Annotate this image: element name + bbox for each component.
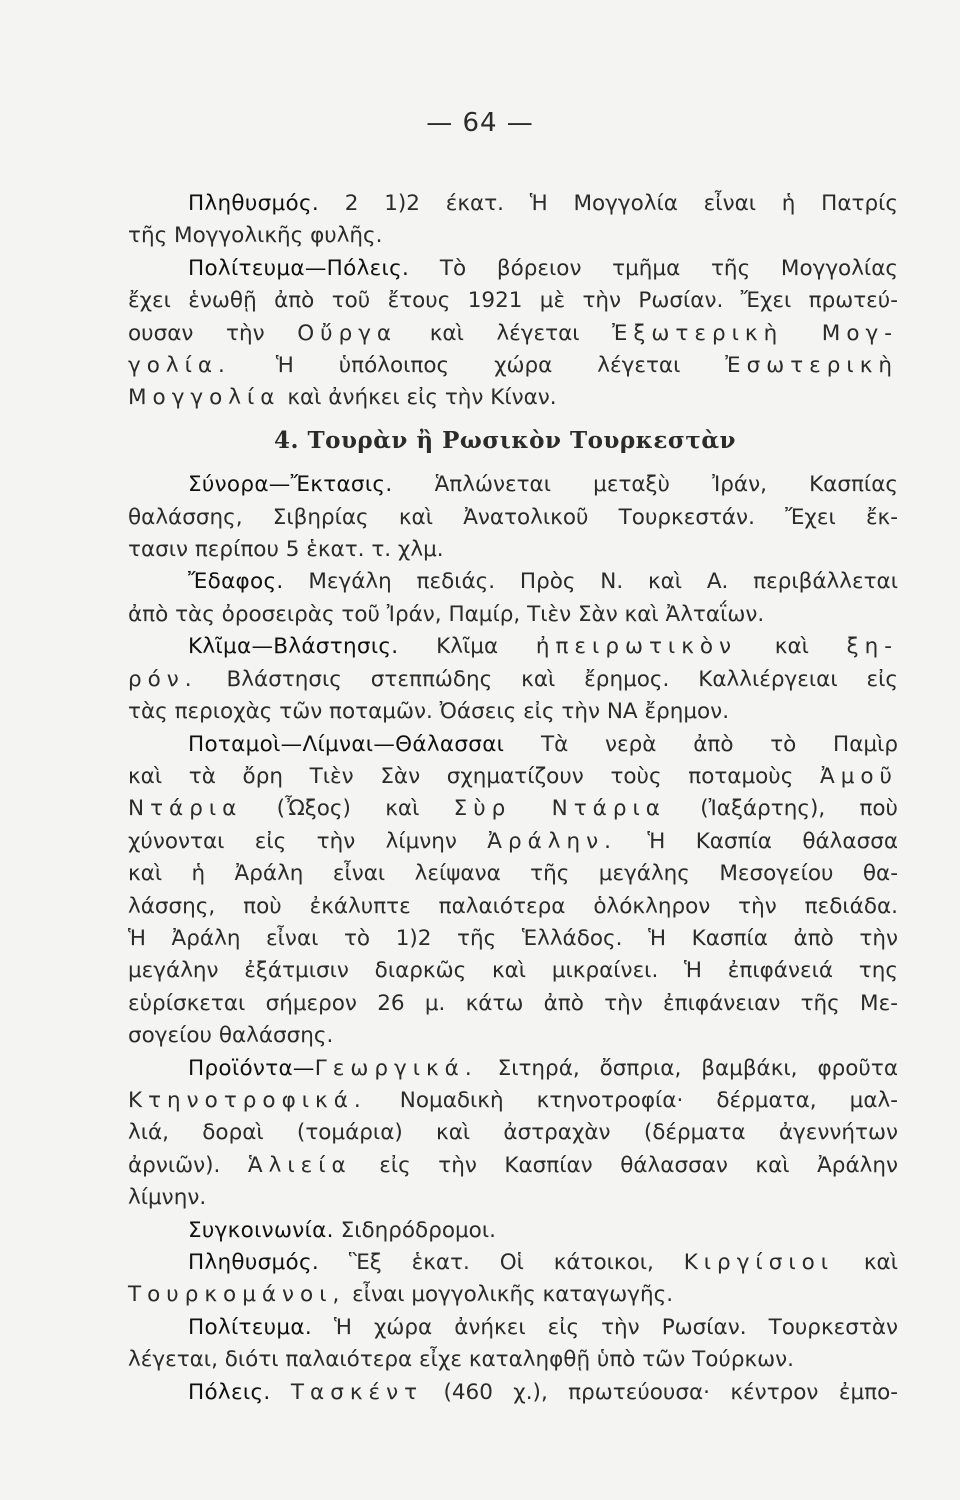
borders-heading: Σύνορα—Ἔκτασις. <box>188 472 393 498</box>
climate-heading: Κλῖμα—Βλάστησις. <box>188 634 399 660</box>
comms-heading: Συγκοινωνία. <box>188 1217 334 1243</box>
comms-text: Σιδηρόδρομοι. <box>340 1217 496 1243</box>
soil-heading: Ἔδαφος. <box>188 569 284 595</box>
mongolia-population-heading: Πληθυσμός. <box>188 191 320 216</box>
mongolia-polity-heading: Πολίτευμα—Πόλεις. <box>188 255 410 281</box>
cities-heading: Πόλεις. <box>188 1379 271 1405</box>
body-text: Πληθυσμός. 2 1)2 έκατ. Ἡ Μογγολία εἶναι ἡ Πατρίς τῆς Μογγολικῆς φυλῆς. Πολίτευμα—Πόλεις. Τὸ βόρειον τμῆμα τῆς Μογγολίας ἔχει ἑνωθῇ ἀπὸ τοῦ ἔτους 1921 μὲ τὴν Ρωσίαν. Ἔχει πρωτεύ- ουσαν τὴν Οὔργα καὶ λέγεται Ἐξωτερικὴ Μογ- γολία. Ἡ ὑπόλοιπος χώρα λέγεται Ἐσωτερικὴ Μογγολία καὶ ἀνήκει εἰς τὴν Κίναν. 4. Τουρὰν ἢ Ρωσικὸν Τουρκεστὰν Σύνορα—Ἔκτασις. Ἁπλώνεται μεταξὺ Ἰράν, Κασπίας θαλάσσης, Σιβηρίας καὶ Ἀνατολικοῦ Τουρκεστάν. Ἔχει ἔκ- τασιν περίπου 5 ἑκατ. τ. χλμ. Ἔδαφος. Μεγάλη πεδιάς. Πρὸς Ν. καὶ Α. περιβάλλεται ἀπὸ τὰς ὀροσειρὰς τοῦ Ἰράν, Παμίρ, Τιὲν Σὰν καὶ Ἀλταΐων. Κλῖμα—Βλάστησις. Κλῖμα ἠπειρωτικὸν καὶ ξη- ρόν. Βλάστησις στεππώδης καὶ ἔρημος. Καλλιέργειαι εἰς τὰς περιοχὰς τῶν ποταμῶν. Ὀάσεις εἰς τὴν ΝΑ ἔρημον. Ποταμοὶ—Λίμναι—Θάλασσαι Τὰ νερὰ ἀπὸ τὸ Παμὶρ καὶ τὰ ὄρη Τιὲν Σὰν σχηματίζουν τοὺς ποταμοὺς Ἀμοῦ Ντάρια (Ὦξος) καὶ Σὺρ Ντάρια (Ἰαξάρτης), ποὺ χύνονται εἰς τὴν λίμνην Ἀράλην. Ἡ Κασπία θάλασσα καὶ ἡ Ἀράλη εἶναι λείψανα τῆς μεγάλης Μεσογείου θα- λάσσης, ποὺ ἐκάλυπτε παλαιότερα ὁλόκληρον τὴν πεδιάδα. Ἡ Ἀράλη εἶναι τὸ 1)2 τῆς Ἑλλάδος. Ἡ Κασπία ἀπὸ τὴν μεγάλην ἐξάτμισιν διαρκῶς καὶ μικραίνει. Ἡ ἐπιφάνειά της εὑρίσκεται σήμερον 26 μ. κάτω ἀπὸ τὴν ἐπιφάνειαν τῆς Με- σογείου θαλάσσης. Προϊόντα—Γεωργικά. Σιτηρά, ὄσπρια, βαμβάκι, φροῦτα Κτηνοτροφικά. Νομαδικὴ κτηνοτροφία· δέρματα, μαλ- λιά, δοραὶ (τομάρια) καὶ ἀστραχὰν (δέρματα ἀγεννήτων ἀρνιῶν). Ἁλιεία εἰς τὴν Κασπίαν θάλασσαν καὶ Ἀράλην λίμνην. Συγκοινωνία. Σιδηρόδρομοι. Πληθυσμός. Ἓξ ἑκατ. Οἱ κάτοικοι, Κιργίσιοι καὶ Τουρκομάνοι, εἶναι μογγολικῆς καταγωγῆς. Πολίτευμα. Ἡ χώρα ἀνήκει εἰς τὴν Ρωσίαν. Τουρκεστὰν λέγεται, διότι παλαιότερα εἶχε καταληφθῇ ὑπὸ τῶν Τούρκων. Πόλεις. Τασκέντ (460 χ.), πρωτεύουσα· κέντρον ἐμπο- <box>128 191 898 1405</box>
products-heading: Προϊόντα— <box>188 1055 315 1081</box>
section-heading: 4. Τουρὰν ἢ Ρωσικὸν Τουρκεστὰν <box>274 426 736 454</box>
polity-heading: Πολίτευμα. <box>188 1314 313 1340</box>
population-heading: Πληθυσμός. <box>188 1250 320 1275</box>
page-number: — 64 — <box>426 108 534 138</box>
waters-heading: Ποταμοὶ—Λίμναι—Θάλασσαι <box>188 731 505 757</box>
